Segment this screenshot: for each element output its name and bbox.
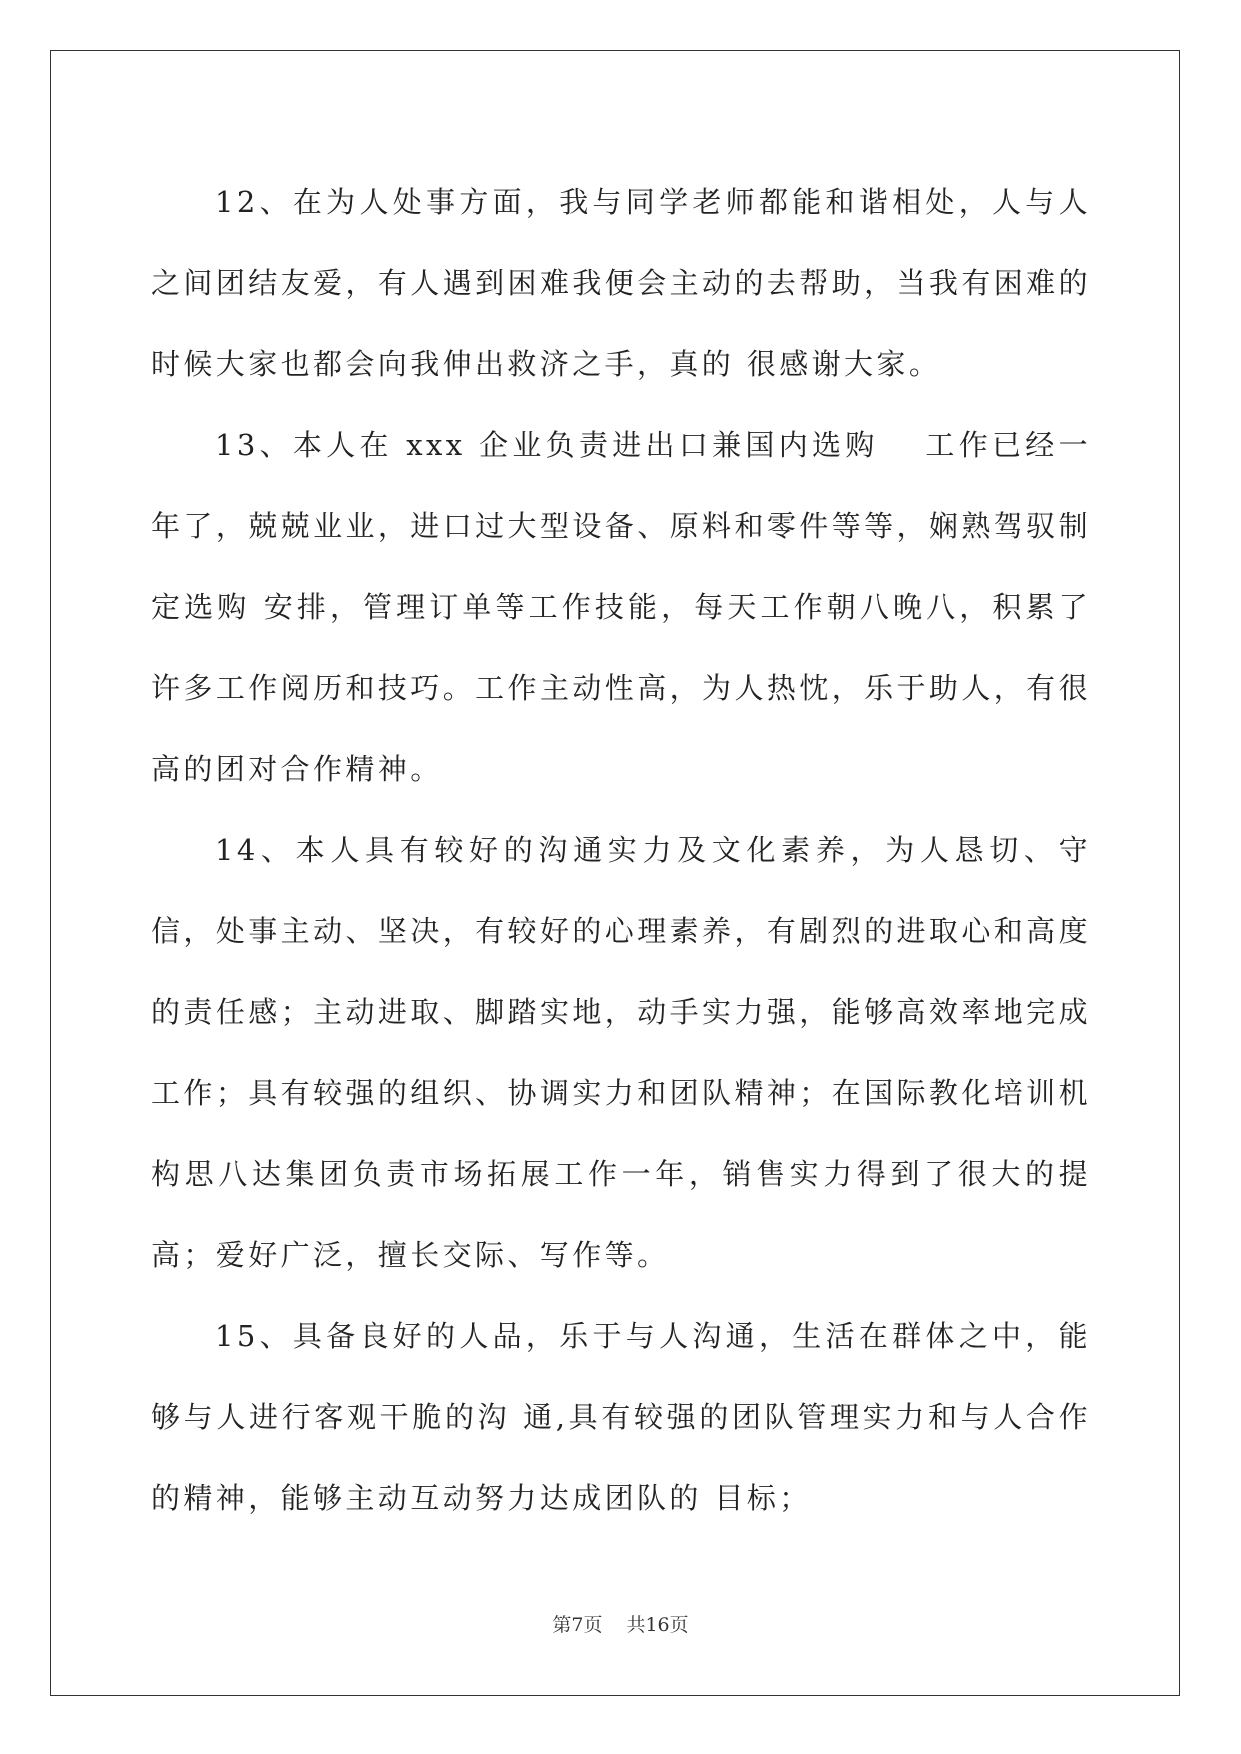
paragraph-14: 14、本人具有较好的沟通实力及文化素养，为人恳切、守信，处事主动、坚决，有较好的心理素养，有剧烈的进取心和高度的责任感；主动进取、脚踏实地，动手实力强，能够高效率地完成工作；具有较强的组织、协调实力和团队精神；在国际教化培训机构思八达集团负责市场拓展工作一年，销售实力得到了很大的提高；爱好广泛，擅长交际、写作等。	[151, 833, 1091, 1272]
paragraph-15: 15、具备良好的人品，乐于与人沟通，生活在群体之中，能够与人进行客观干脆的沟 通,具有较强的团队管理实力和与人合作的精神，能够主动互动努力达成团队的 目标；	[151, 1319, 1091, 1515]
page-total: 共16页	[626, 1614, 689, 1636]
document-body	[151, 162, 1091, 1539]
page-footer	[0, 1610, 1241, 1637]
paragraph-12: 12、在为人处事方面，我与同学老师都能和谐相处，人与人之间团结友爱，有人遇到困难我便会主动的去帮助，当我有困难的时候大家也都会向我伸出救济之手，真的 很感谢大家。	[151, 185, 1091, 381]
paragraph-13: 13、本人在 xxx 企业负责进出口兼国内选购 工作已经一年了，兢兢业业，进口过大型设备、原料和零件等等，娴熟驾驭制定选购 安排，管理订单等工作技能，每天工作朝八晚八，积累了许多工作阅历和技巧。工作主动性高，为人热忱，乐于助人，有很高的团对合作精神。	[151, 428, 1091, 786]
page-number: 第7页	[552, 1614, 603, 1636]
